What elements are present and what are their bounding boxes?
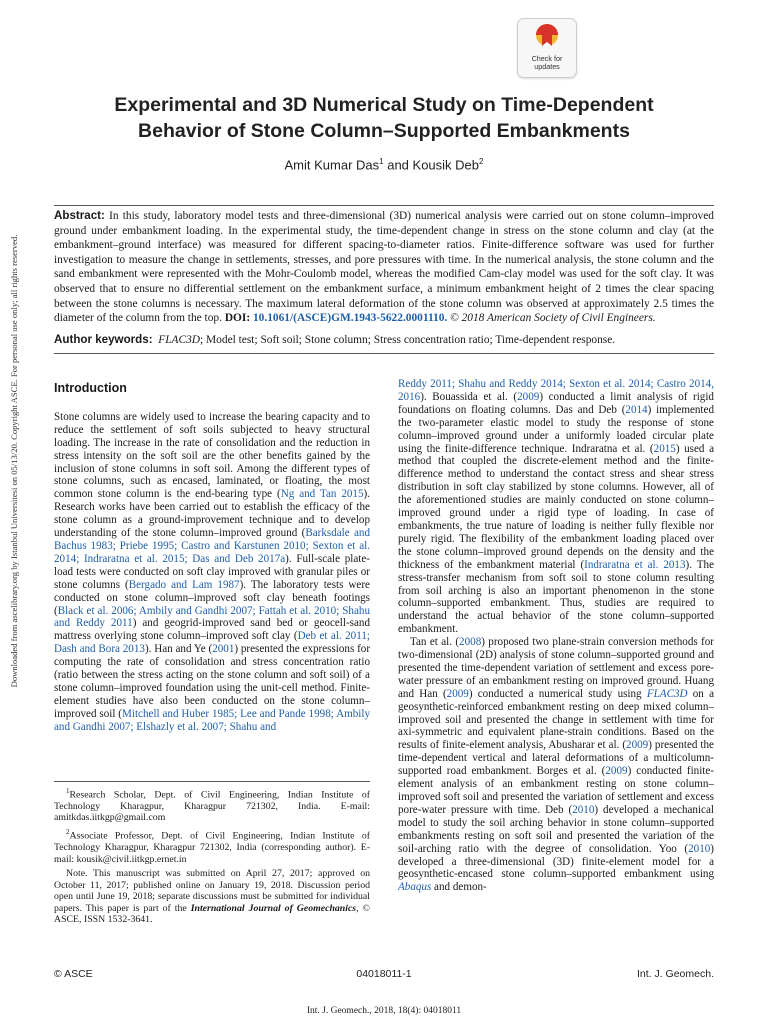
citation-link[interactable]: 2009 (605, 765, 628, 778)
right-text: ) developed a three-dimensional (3D) finite-element model for a geosynthetic-encased stone column–supported embankment using (398, 842, 714, 881)
citation-link[interactable]: 2010 (572, 803, 595, 816)
doi-link[interactable]: 10.1061/(ASCE)GM.1943-5622.0001110. (250, 312, 448, 325)
software-link[interactable]: Abaqus (398, 881, 432, 894)
right-text: ) implemented the two-parameter elastic model to study the response of stone column–improved ground under a uniformly loaded circular plate using the finite-difference technique. Indraratna et al. ( (398, 403, 714, 455)
footer-page-id: 04018011-1 (356, 968, 412, 980)
software-link[interactable]: FLAC3D (646, 687, 688, 700)
footnote-1-marker: 1 (66, 787, 70, 795)
right-text: ). The stress-transfer mechanism from soft soil to stone column resulting from soil arching is also an important phenomenon in the stone column–supported embankment. Thus, studies are required to understand the actual behavior of the stone column–supported embankment. (398, 558, 714, 636)
right-text: ) used a method that coupled the discrete-element method and the finite-difference method to understand the contact stress and shear stress distribution in soft clay stabilized by stone columns. However, all of the aforementioned studies are mainly conducted on stone column–improved ground under a rigid type of loading. In case of embankments, the true nature of loading is neither fully flexible nor purely rigid. The flexibility of the embankment loading placed over the stone column–improved ground depends on the density and the thickness of the embankment material ( (398, 442, 714, 571)
citation-link[interactable]: Ng and Tan 2015 (280, 488, 364, 501)
check-for-updates-icon (535, 23, 559, 53)
citation-link[interactable]: Indraratna et al. 2013 (584, 558, 686, 571)
right-text: ) presented the time-dependent vertical and lateral deformations of a multicolumn-supported road embankment. Borges et al. ( (398, 739, 714, 778)
introduction-heading: Introduction (54, 381, 127, 395)
footnotes (54, 781, 370, 929)
right-text: and demon- (431, 881, 487, 894)
footer-journal: Int. J. Geomech. (636, 968, 714, 980)
citation-link[interactable]: Mitchell and Huber 1985; Lee and Pande 1998; Ambily and Gandhi 2007; Elshazly et al. 2007; Shahu and (54, 707, 370, 733)
keywords-rest: ; Model test; Soft soil; Stone column; Stress concentration ratio; Time-dependent response. (200, 334, 616, 346)
paper-title (40, 92, 728, 144)
doi-label: DOI: (224, 312, 251, 325)
footnote-2 (54, 827, 370, 865)
citation-link[interactable]: 2010 (688, 842, 711, 855)
author-and: and (383, 157, 413, 173)
right-paragraph-1 (398, 378, 714, 636)
download-watermark: Downloaded from ascelibrary.org by Istanbul Universitesi on 05/13/20. Copyright ASCE. For personal use only; all rights reserved. (9, 234, 19, 688)
right-text: on a geosynthetic-reinforced embankment resting on deep mixed column–improved soil and presented the change in settlement with time for axi-symmetric and equivalent plane-strain conditions. Based on the results of finite-element analysis, Abusharar et al. ( (398, 687, 714, 752)
title-line1: Experimental and 3D Numerical Study on Time-Dependent (114, 94, 654, 116)
bottom-citation: Int. J. Geomech., 2018, 18(4): 04018011 (306, 1006, 462, 1016)
citation-link[interactable]: Deb et al. 2011; Dash and Bora 2013 (54, 630, 370, 656)
intro-text-6: ). Han and Ye ( (144, 643, 213, 656)
note-text: Note. This manuscript was submitted on April 27, 2017; approved on October 11, 2017; published online on January 19, 2018. Discussion period open until June 19, 2018; separate discussions must be submitted for individual papers. This paper is part of the (54, 868, 370, 914)
citation-link[interactable]: 2014 (625, 403, 648, 416)
abstract-label: Abstract: (54, 209, 105, 222)
right-text: ) conducted a numerical study using (468, 687, 647, 700)
citation-link[interactable]: Reddy 2011; Shahu and Reddy 2014; Sexton et al. 2014; Castro 2014, 2016 (398, 378, 714, 403)
citation-link[interactable]: 2001 (212, 643, 235, 656)
right-text: ) developed a mechanical model to study the soil arching behavior in stone column–supported embankments resting on soft soil and presented the variation of the soil-arching ratio with the degree of consolidation. Yoo ( (398, 803, 714, 855)
note-end: , © ASCE, ISSN 1532-3641. (54, 902, 370, 926)
journal-name: International Journal of Geomechanics (190, 902, 357, 914)
author-2: Kousik Deb (412, 157, 480, 173)
citation-link[interactable]: 2009 (626, 739, 649, 752)
author-list (0, 157, 768, 172)
right-text: Tan et al. ( (410, 636, 460, 649)
footer-copyright: © ASCE (54, 968, 93, 980)
footnote-2-marker: 2 (66, 828, 70, 837)
author-1: Amit Kumar Das (284, 157, 380, 173)
check-for-updates-badge[interactable] (517, 18, 577, 78)
intro-text-5: ) and geogrid-improved sand bed or geocell-sand mattress overlying stone column–improved soft clay ( (54, 617, 370, 643)
author-keywords (54, 333, 714, 354)
citation-link[interactable]: 2009 (517, 390, 540, 403)
right-text: ) proposed two plane-strain conversion methods for two-dimensional (2D) analysis of stone column–supported ground and presented the time-dependent variation of settlement and excess pore-water pressure of an embankment resting on improved ground. Huang and Han ( (398, 636, 714, 700)
keyword-flac3d: FLAC3D (158, 334, 201, 346)
right-text: ). Bouassida et al. ( (420, 390, 518, 403)
abstract-text: In this study, laboratory model tests and three-dimensional (3D) numerical analysis were carried out on stone column–improved ground under embankment loading. In the experimental study, the time-dependent change in stress on the stone column and clay (at the embankment–ground interface) was measured for different spacing-to-diameter ratios. Finite-difference software was used for further investigation to measure the change in settlements, stresses, and pore pressures with time. In the numerical analysis, the stone column and the sand embankment were represented with the Mohr-Coulomb model, whereas the modified Cam-clay model was used for the soft clay. It was observed that to ensure no differential settlement on the embankment surface, a minimum embankment height of 2 times the clear spacing between the stone columns is necessary. The maximum lateral deformation of the stone column was observed at approximately 2.5 times the diameter of the column from the top. (54, 210, 714, 325)
footnote-2-text: Associate Professor, Dept. of Civil Engineering, Indian Institute of Technology Kharagpur, Kharagpur 721302, India (corresponding author). E-mail: kousik@civil.iitkgp.ernet.in (54, 830, 370, 865)
intro-text-1: Stone columns are widely used to increase the bearing capacity and to reduce the settlement of soft soils subjected to heavy structural loading. The increase in the rate of consolidation and the reduction in stress intensity on the soft soil are the other benefits gained by the inclusion of stone columns in soft soil. Among the different types of stone columns, such as encased, laminated, or floating, the most common stone column is the end-bearing type ( (54, 410, 370, 501)
badge-line2: updates (534, 62, 560, 71)
right-paragraph-2 (398, 636, 714, 894)
intro-text-2: ). Research works have been carried out to establish the efficacy of the stone column as a ground-improvement technique and to develop understanding of the stone column–improved ground ( (54, 488, 370, 540)
submission-note (54, 868, 370, 926)
citation-link[interactable]: Black et al. 2006; Ambily and Gandhi 2007; Fattah et al. 2010; Shahu and Reddy 2011 (54, 604, 370, 630)
citation-link[interactable]: Bergado and Lam 1987 (128, 578, 240, 591)
footnote-1-text: Research Scholar, Dept. of Civil Engineering, Indian Institute of Technology Kharagpur, Kharagpur 721302, India. E-mail: amitkdas.iitkgp@gmail.com (54, 789, 370, 824)
keywords-label: Author keywords: (54, 333, 153, 346)
intro-text-4: ). The laboratory tests were conducted on stone column–improved soft clay beneath footings ( (54, 578, 370, 617)
footnote-1 (54, 786, 370, 824)
badge-line1: Check for (531, 54, 563, 63)
title-line2: Behavior of Stone Column–Supported Embankments (138, 120, 630, 142)
right-column (398, 378, 714, 894)
abstract-copyright: © 2018 American Society of Civil Engineers. (447, 312, 656, 325)
right-text: ) conducted finite-element analysis of an embankment resting on stone column–improved soft soil and presented the variation of settlement and excess pore-water pressure with time. Deb ( (398, 765, 714, 816)
citation-link[interactable]: 2009 (446, 687, 469, 700)
author-1-affil: 1 (379, 157, 384, 166)
intro-paragraph (54, 411, 370, 734)
citation-link[interactable]: 2015 (653, 442, 676, 455)
citation-link[interactable]: Barksdale and Bachus 1983; Priebe 1995; Castro and Karstunen 2010; Sexton et al. 2014; Indraratna et al. 2015; Das and Deb 2017a (54, 527, 371, 565)
author-2-affil: 2 (479, 157, 484, 166)
intro-text-7: ) presented the expressions for computing the rate of consolidation and stress concentration ratio (ratio between the stress acting on the stone column and soft soil) of a stone column–improved foundation using the unit-cell method. Finite-element studies have also been conducted on the stone column–improved soil ( (54, 643, 371, 720)
right-text: ) conducted a limit analysis of rigid foundations on floating columns. Das and Deb ( (398, 390, 714, 416)
left-column (54, 378, 370, 734)
intro-text-3: ). Full-scale plate-load tests were conducted on soft clay improved with granular piles or stone columns ( (54, 552, 370, 591)
abstract (54, 205, 714, 326)
citation-link[interactable]: 2008 (459, 636, 482, 649)
